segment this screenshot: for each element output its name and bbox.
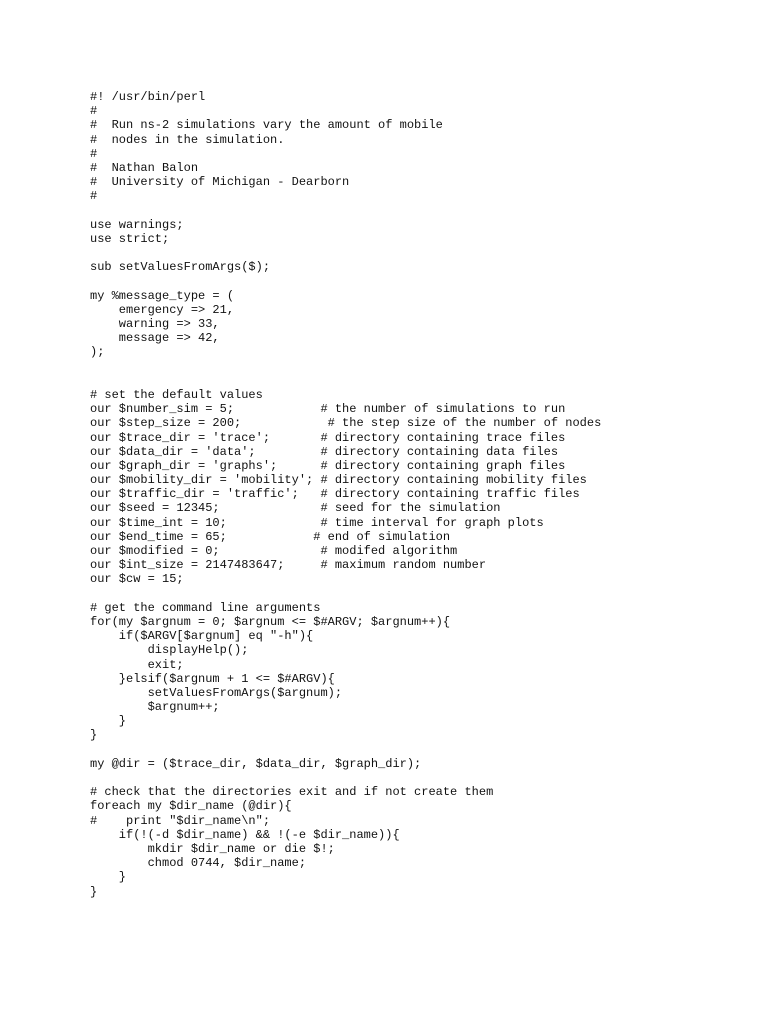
- code-line: our $int_size = 2147483647; # maximum random number: [90, 558, 487, 573]
- code-line: chmod 0744, $dir_name;: [90, 856, 307, 871]
- code-line: exit;: [90, 657, 184, 672]
- code-line: # Run ns-2 simulations vary the amount of mobile: [90, 118, 443, 133]
- code-line: our $traffic_dir = 'traffic'; # directory containing traffic files: [90, 487, 580, 502]
- code-line: our $seed = 12345; # seed for the simulation: [90, 501, 501, 516]
- code-line: # get the command line arguments: [90, 600, 321, 615]
- code-line: mkdir $dir_name or die $!;: [90, 841, 335, 856]
- code-line: }: [90, 884, 98, 899]
- code-line: for(my $argnum = 0; $argnum <= $#ARGV; $argnum++){: [90, 614, 451, 629]
- code-line: # check that the directories exit and if not create them: [90, 785, 494, 800]
- code-line: }: [90, 728, 98, 743]
- code-line: our $modified = 0; # modifed algorithm: [90, 544, 458, 558]
- code-line: emergency => 21,: [90, 302, 235, 317]
- code-line: our $time_int = 10; # time interval for graph plots: [90, 515, 544, 530]
- code-line: our $step_size = 200; # the step size of the number of nodes: [90, 416, 602, 431]
- code-line: use warnings;: [90, 217, 184, 232]
- code-line: setValuesFromArgs($argnum);: [90, 685, 343, 700]
- code-line: #! /usr/bin/perl: [90, 90, 206, 104]
- code-line: #: [90, 189, 98, 204]
- code-line: # University of Michigan - Dearborn: [90, 175, 350, 190]
- code-line: # print "$dir_name\n";: [90, 813, 271, 828]
- code-line: #: [90, 146, 98, 161]
- code-line: if(!(-d $dir_name) && !(-e $dir_name)){: [90, 827, 400, 842]
- code-line: }elsif($argnum + 1 <= $#ARGV){: [90, 671, 335, 686]
- code-line: [90, 587, 601, 601]
- code-line: displayHelp();: [90, 643, 249, 658]
- code-line: our $data_dir = 'data'; # directory containing data files: [90, 444, 559, 459]
- code-line: #: [90, 104, 98, 119]
- code-line: our $graph_dir = 'graphs'; # directory containing graph files: [90, 458, 566, 473]
- code-line: [90, 771, 601, 785]
- code-line: # Nathan Balon: [90, 160, 199, 175]
- code-line: use strict;: [90, 231, 170, 246]
- code-line: [90, 743, 601, 757]
- code-line: # nodes in the simulation.: [90, 132, 285, 147]
- code-line: }: [90, 870, 127, 885]
- code-line: }: [90, 714, 127, 729]
- code-line: );: [90, 345, 105, 360]
- code-line: our $mobility_dir = 'mobility'; # directory containing mobility files: [90, 473, 587, 488]
- code-line: our $cw = 15;: [90, 572, 184, 587]
- code-line: [90, 204, 601, 218]
- code-line: sub setValuesFromArgs($);: [90, 260, 271, 275]
- code-line: warning => 33,: [90, 317, 220, 331]
- perl-source-code: [90, 90, 601, 899]
- code-line: my @dir = ($trace_dir, $data_dir, $graph_dir);: [90, 756, 422, 771]
- code-line: our $end_time = 65; # end of simulation: [90, 529, 451, 544]
- code-line: message => 42,: [90, 331, 220, 346]
- code-line: [90, 274, 601, 288]
- code-line: [90, 246, 601, 260]
- code-line: if($ARGV[$argnum] eq "-h"){: [90, 629, 314, 644]
- code-line: $argnum++;: [90, 700, 220, 715]
- code-line: [90, 360, 601, 374]
- code-line: foreach my $dir_name (@dir){: [90, 799, 292, 814]
- code-line: our $number_sim = 5; # the number of simulations to run: [90, 402, 566, 417]
- code-line: [90, 374, 601, 388]
- code-line: # set the default values: [90, 387, 263, 402]
- code-line: my %message_type = (: [90, 288, 235, 303]
- code-line: our $trace_dir = 'trace'; # directory containing trace files: [90, 430, 566, 445]
